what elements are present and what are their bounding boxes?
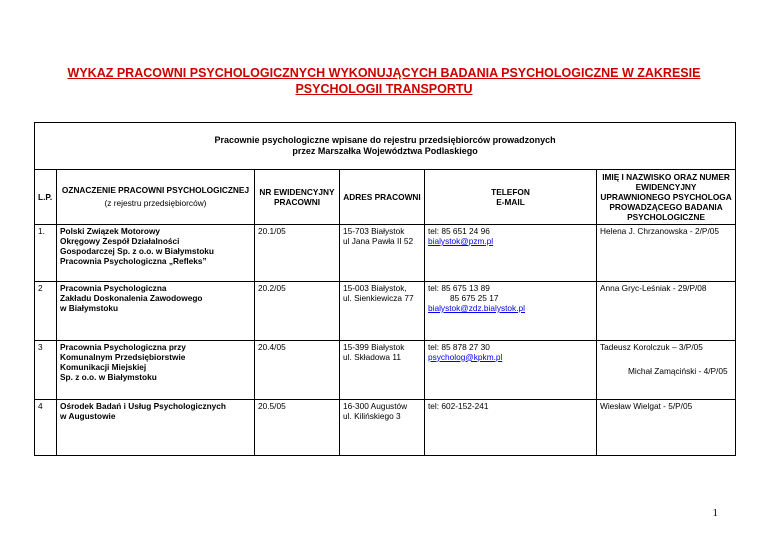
- table-caption: [35, 123, 736, 170]
- header-phone: TELEFON: [491, 186, 530, 197]
- psychologist-name: Anna Gryc-Leśniak - 29/P/08: [600, 282, 707, 293]
- row-contact: [425, 281, 597, 340]
- address-line: 16-300 Augustów: [343, 401, 408, 412]
- document-title: [20, 65, 748, 97]
- title-line-2: PSYCHOLOGII TRANSPORTU: [295, 82, 473, 96]
- header-name-label: OZNACZENIE PRACOWNI PSYCHOLOGICZNEJ: [61, 185, 250, 196]
- name-line: Gospodarczej Sp. z o.o. w Białymstoku: [60, 246, 214, 257]
- name-line: Polski Związek Motorowy: [60, 226, 161, 237]
- name-line: Pracownia Psychologiczna: [60, 282, 167, 293]
- phone: tel: 85 878 27 30: [428, 341, 490, 352]
- email-link[interactable]: bialystok@pzm.pl: [428, 236, 494, 247]
- name-line: Sp. z o.o. w Białymstoku: [60, 371, 157, 382]
- row-address: [340, 225, 425, 282]
- row-nr: 20.4/05: [255, 340, 340, 400]
- row-contact: [425, 340, 597, 400]
- caption-line-1: Pracownie psychologiczne wpisane do rejestru przedsiębiorców prowadzonych: [214, 134, 556, 145]
- page-number: 1: [712, 507, 718, 519]
- phone: 85 675 25 17: [450, 292, 499, 303]
- header-nr: NR EWIDENCYJNY PRACOWNI: [255, 169, 340, 225]
- address-line: ul. Składowa 11: [343, 351, 401, 362]
- phone: tel: 85 675 13 89: [428, 282, 490, 293]
- psychologist-name: Wiesław Wielgat - 5/P/05: [600, 401, 693, 412]
- psychologist-name: Michał Zamąciński - 4/P/05: [628, 365, 728, 376]
- table-row: [35, 281, 736, 340]
- header-lp: L.P.: [35, 169, 57, 225]
- header-row: [35, 169, 736, 225]
- table-row: [35, 225, 736, 282]
- header-name-sub: (z rejestru przedsiębiorców): [104, 198, 207, 209]
- header-psychologist: IMIĘ I NAZWISKO ORAZ NUMER EWIDENCYJNY UPRAWNIONEGO PSYCHOLOGA PROWADZĄCEGO BADANIA PSYCHOLOGICZNE: [597, 169, 736, 225]
- row-contact: [425, 400, 597, 456]
- row-name: [57, 340, 255, 400]
- name-line: Komunikacji Miejskiej: [60, 361, 147, 372]
- name-line: Pracownia Psychologiczna przy: [60, 341, 186, 352]
- address-line: 15-703 Białystok: [343, 226, 405, 237]
- name-line: Zakładu Doskonalenia Zawodowego: [60, 292, 203, 303]
- row-psychologist: [597, 400, 736, 456]
- table-row: [35, 400, 736, 456]
- name-line: Ośrodek Badań i Usług Psychologicznych: [60, 401, 226, 412]
- name-line: Okręgowy Zespół Działalności: [60, 236, 180, 247]
- row-lp: 1.: [35, 225, 57, 282]
- row-name: [57, 400, 255, 456]
- header-contact: [425, 169, 597, 225]
- row-name: [57, 225, 255, 282]
- registry-table: [34, 122, 736, 456]
- address-line: ul Jana Pawła II 52: [343, 236, 414, 247]
- row-address: [340, 281, 425, 340]
- row-psychologist: [597, 281, 736, 340]
- row-nr: 20.5/05: [255, 400, 340, 456]
- psychologist-name: Helena J. Chrzanowska - 2/P/05: [600, 226, 719, 237]
- email-link[interactable]: bialystok@zdz.bialystok.pl: [428, 302, 525, 313]
- email-link[interactable]: psycholog@kpkm.pl: [428, 351, 503, 362]
- psychologist-name: Tadeusz Korolczuk – 3/P/05: [600, 341, 703, 352]
- name-line: w Augustowie: [60, 411, 116, 422]
- header-name: [57, 169, 255, 225]
- address-line: ul. Kilińskiego 3: [343, 411, 401, 422]
- row-name: [57, 281, 255, 340]
- header-address: ADRES PRACOWNI: [340, 169, 425, 225]
- row-contact: [425, 225, 597, 282]
- caption-line-2: przez Marszałka Województwa Podlaskiego: [292, 145, 478, 156]
- title-line-1: WYKAZ PRACOWNI PSYCHOLOGICZNYCH WYKONUJĄCYCH BADANIA PSYCHOLOGICZNE W ZAKRESIE: [67, 66, 701, 80]
- row-lp: 3: [35, 340, 57, 400]
- row-nr: 20.2/05: [255, 281, 340, 340]
- row-nr: 20.1/05: [255, 225, 340, 282]
- row-psychologist: [597, 225, 736, 282]
- phone: tel: 85 651 24 96: [428, 226, 490, 237]
- name-line: Pracownia Psychologiczna „Refleks”: [60, 256, 207, 267]
- address-line: ul. Sienkiewicza 77: [343, 292, 414, 303]
- row-address: [340, 340, 425, 400]
- table-row: [35, 340, 736, 400]
- phone: tel: 602-152-241: [428, 401, 489, 412]
- row-lp: 2: [35, 281, 57, 340]
- row-psychologist: [597, 340, 736, 400]
- row-address: [340, 400, 425, 456]
- name-line: w Białymstoku: [60, 302, 119, 313]
- header-email: E-MAIL: [496, 196, 525, 207]
- address-line: 15-399 Białystok: [343, 341, 405, 352]
- row-lp: 4: [35, 400, 57, 456]
- name-line: Komunalnym Przedsiębiorstwie: [60, 351, 186, 362]
- address-line: 15-003 Białystok,: [343, 282, 407, 293]
